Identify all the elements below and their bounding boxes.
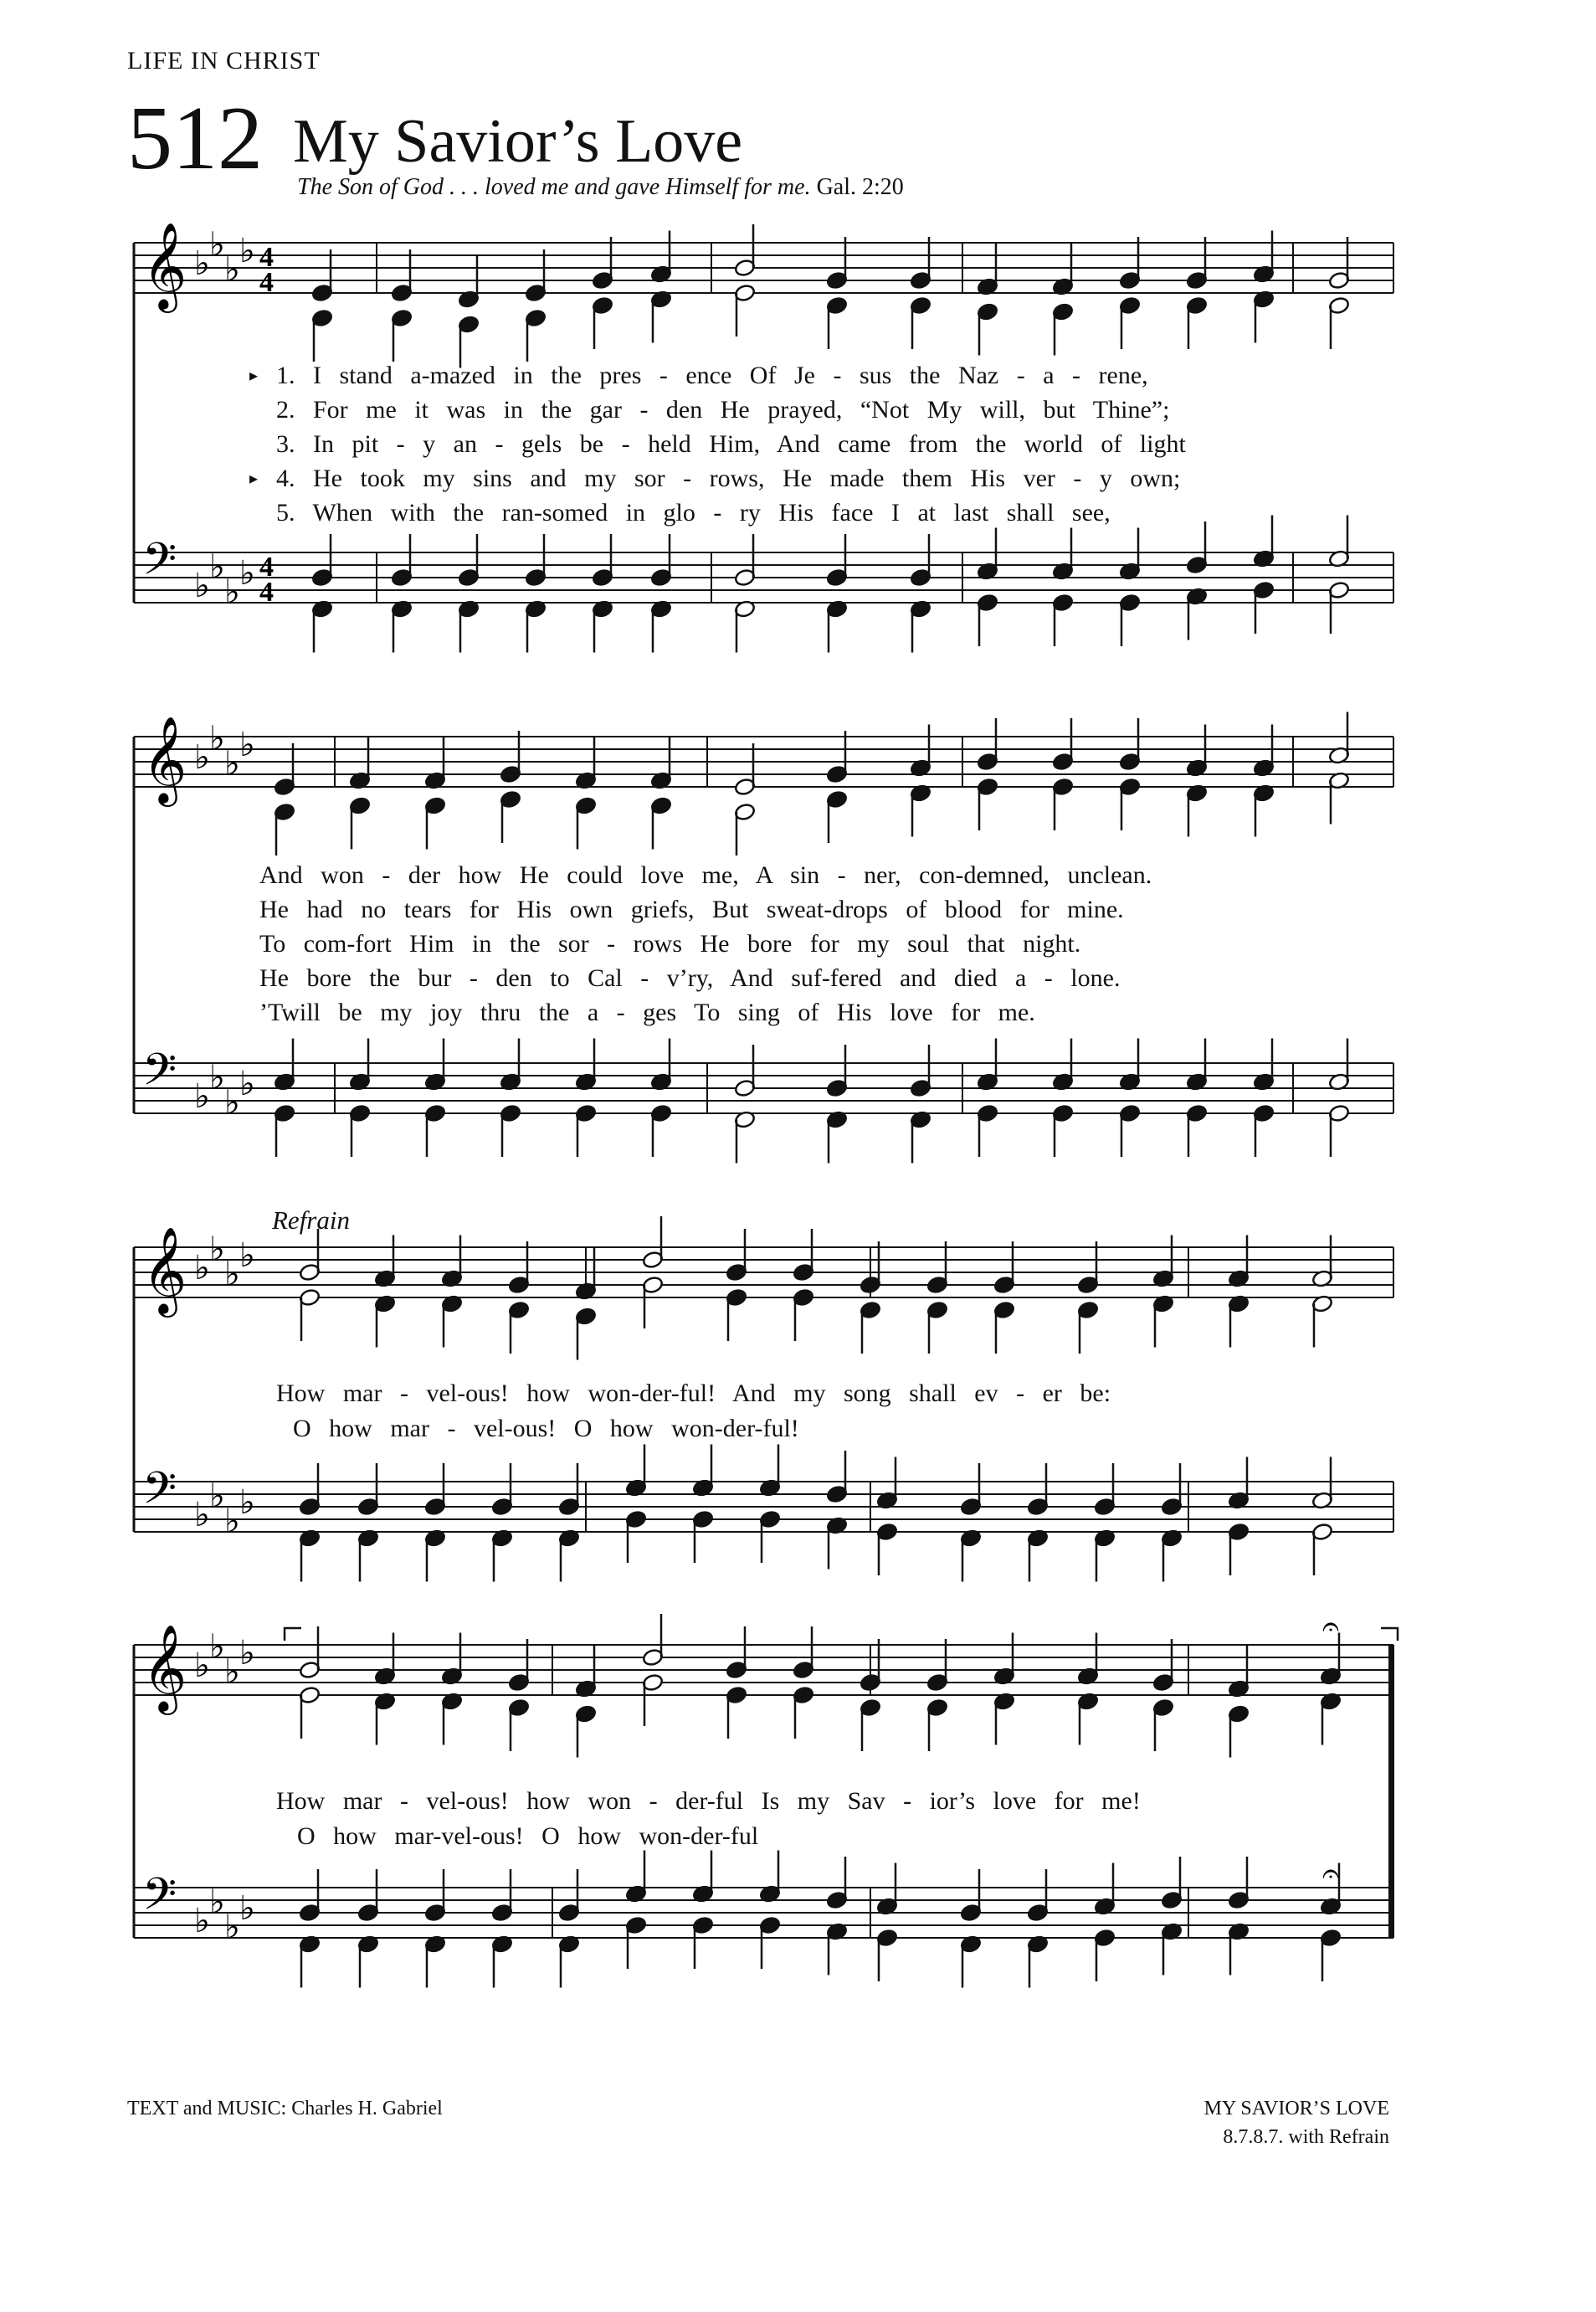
refrain-line-1-echo: O how mar - vel-ous! O how won-der-ful! (293, 1415, 799, 1442)
flat-sign: ♭ (239, 726, 255, 764)
flat-sign: ♭ (194, 738, 210, 777)
flat-sign: ♭ (239, 1065, 255, 1103)
section-label: LIFE IN CHRIST (127, 47, 321, 74)
hymn-number: 512 (127, 89, 263, 188)
bass-clef-icon: 𝄢 (142, 1869, 177, 1931)
fermata-icon: 𝄐 (1322, 1857, 1340, 1891)
stanza-3-line-2: To com-fort Him in the sor - rows He bore for my soul that night. (259, 930, 1081, 958)
flat-sign: ♭ (224, 1083, 240, 1123)
fermata-icon: 𝄐 (1322, 1610, 1340, 1644)
treble-clef-icon: 𝄞 (142, 222, 187, 310)
epigraph-text: The Son of God . . . loved me and gave Himself for me. (297, 174, 811, 200)
bass-clef-icon: 𝄢 (142, 534, 177, 596)
tune-name: MY SAVIOR’S LOVE (1203, 2098, 1389, 2119)
flat-sign: ♭ (239, 1889, 255, 1928)
stanza-2-line-1: 2. For me it was in the gar - den He prayed, “Not My will, but Thine”; (276, 396, 1170, 424)
flat-sign: ♭ (194, 244, 210, 283)
final-bar-line (1388, 1645, 1394, 1938)
stanza-3-line-1: 3. In pit - y an - gels be - held Him, And came from the world of light (276, 430, 1186, 458)
flat-sign: ♭ (209, 1230, 225, 1269)
flat-sign: ♭ (209, 719, 225, 758)
flat-sign: ♭ (194, 567, 210, 605)
flat-sign: ♭ (239, 554, 255, 593)
time-signature: 4 (259, 242, 274, 273)
hymn-title: My Savior’s Love (293, 107, 743, 176)
credit-text: TEXT and MUSIC: Charles H. Gabriel (127, 2098, 443, 2119)
repeat-bracket (1381, 1628, 1398, 1641)
repeat-bracket (285, 1628, 301, 1641)
meter: 8.7.8.7. with Refrain (1223, 2126, 1389, 2148)
flat-sign: ♭ (194, 1077, 210, 1116)
flat-sign: ♭ (224, 1652, 240, 1692)
verse-marker: ▸ (249, 470, 259, 488)
flat-sign: ♭ (224, 1255, 240, 1294)
flat-sign: ♭ (224, 744, 240, 784)
epigraph-reference: Gal. 2:20 (816, 174, 904, 200)
flat-sign: ♭ (224, 573, 240, 612)
time-signature: 4 (259, 577, 274, 608)
flat-sign: ♭ (209, 547, 225, 587)
stanza-4-line-2: He bore the bur - den to Cal - v’ry, And suf-fered and died a - lone. (259, 964, 1121, 992)
flat-sign: ♭ (209, 1058, 225, 1097)
flat-sign: ♭ (194, 1902, 210, 1940)
time-signature: 4 (259, 552, 274, 583)
flat-sign: ♭ (224, 250, 240, 290)
flat-sign: ♭ (209, 1627, 225, 1667)
bass-clef-icon: 𝄢 (142, 1463, 177, 1525)
flat-sign: ♭ (239, 232, 255, 270)
stanza-1-line-2: And won - der how He could love me, A sin - ner, con-demned, unclean. (259, 861, 1152, 889)
stanza-5-line-2: ’Twill be my joy thru the a - ges To sing of His love for me. (259, 999, 1035, 1026)
flat-sign: ♭ (194, 1647, 210, 1685)
flat-sign: ♭ (239, 1483, 255, 1522)
time-signature: 4 (259, 267, 274, 298)
flat-sign: ♭ (209, 1883, 225, 1922)
flat-sign: ♭ (194, 1496, 210, 1534)
refrain-label: Refrain (272, 1205, 350, 1235)
stanza-4-line-1: 4. He took my sins and my sor - rows, He made them His ver - y own; (276, 465, 1181, 492)
stanza-5-line-1: 5. When with the ran-somed in glo - ry His face I at last shall see, (276, 499, 1111, 527)
flat-sign: ♭ (209, 1477, 225, 1516)
refrain-line-2-echo: O how mar-vel-ous! O how won-der-ful (297, 1822, 759, 1850)
flat-sign: ♭ (239, 1634, 255, 1672)
flat-sign: ♭ (224, 1908, 240, 1947)
bass-clef-icon: 𝄢 (142, 1045, 177, 1107)
flat-sign: ♭ (209, 225, 225, 265)
refrain-line-2: How mar - vel-ous! how won - der-ful Is my Sav - ior’s love for me! (276, 1787, 1141, 1815)
treble-clef-icon: 𝄞 (142, 716, 187, 804)
stanza-2-line-2: He had no tears for His own griefs, But sweat-drops of blood for mine. (259, 896, 1124, 923)
treble-clef-icon: 𝄞 (142, 1624, 187, 1712)
verse-marker: ▸ (249, 367, 259, 385)
flat-sign: ♭ (239, 1236, 255, 1275)
treble-clef-icon: 𝄞 (142, 1226, 187, 1314)
stanza-1-line-1: 1. I stand a-mazed in the pres - ence Of Je - sus the Naz - a - rene, (276, 362, 1148, 389)
refrain-line-1: How mar - vel-ous! how won-der-ful! And my song shall ev - er be: (276, 1379, 1111, 1407)
flat-sign: ♭ (224, 1502, 240, 1541)
flat-sign: ♭ (194, 1249, 210, 1287)
